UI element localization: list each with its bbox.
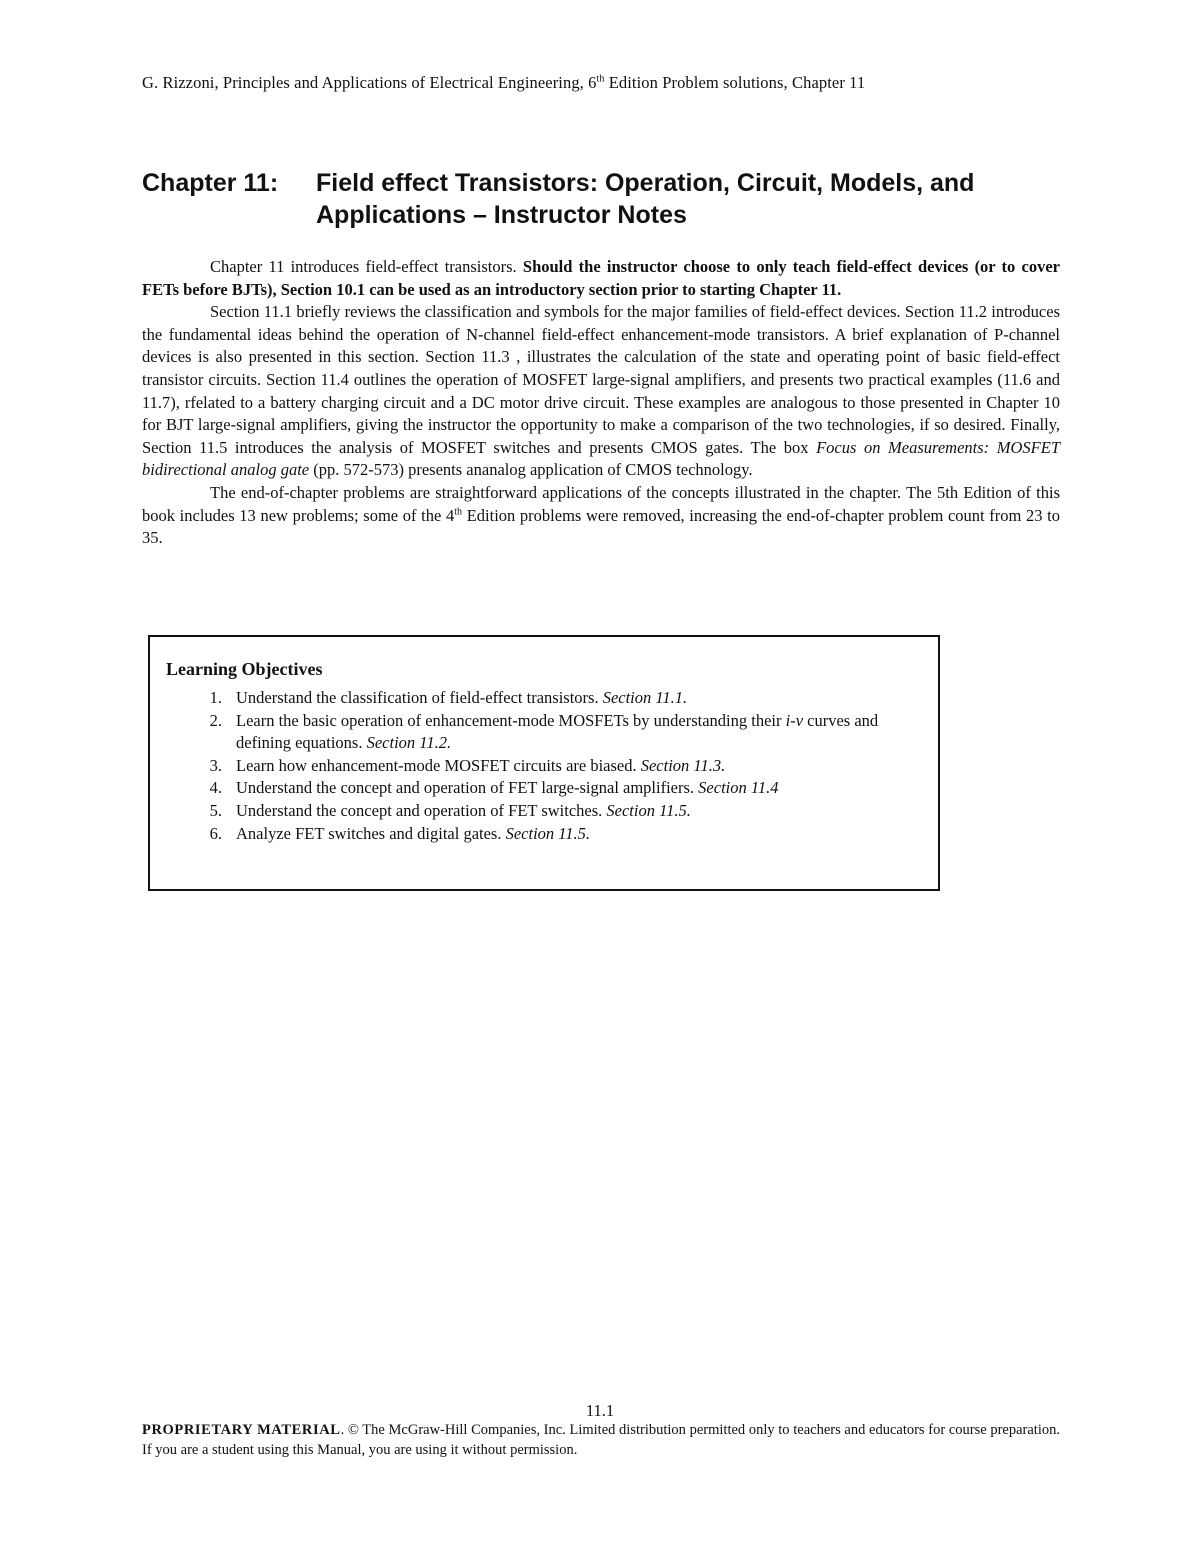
objective-text: Understand the concept and operation of FET large-signal amplifiers.: [236, 778, 699, 798]
chapter-title: [142, 167, 1082, 231]
instructor-notes-body: [142, 256, 1060, 550]
list-item: [166, 755, 926, 778]
list-item-number: 1.: [209, 688, 222, 707]
list-item: [166, 687, 926, 710]
list-item: [166, 777, 926, 800]
objective-text-cont: curves and defining equations.: [236, 710, 879, 753]
paragraph-sections-text: Section 11.1 briefly reviews the classification and symbols for the major families of field-effect devices. Section 11.2 introduces the fundamental ideas behind the operation of N-channel field-effect enhancement-mode transistors. A brief explanation of P-channel devices is also presented in this section. Section 11.3 , illustrates the calculation of the state and operating point of basic field-effect transistor circuits. Section 11.4 outlines the operation of MOSFET large-signal amplifiers, and presents two practical examples (11.6 and 11.7), rfelated to a battery charging circuit and a DC motor drive circuit. These examples are analogous to those presented in Chapter 10 for BJT large-signal amplifiers, giving the instructor the opportunity to make a comparison of the two technologies, if so desired. Finally, Section 11.5 introduces the analysis of MOSFET switches and presents CMOS gates. The box: [142, 302, 1060, 457]
footer-proprietary-label: PROPRIETARY MATERIAL: [142, 1422, 341, 1438]
objective-text: Learn how enhancement-mode MOSFET circuits are biased.: [236, 755, 641, 775]
paragraph-problems: [142, 482, 1060, 550]
list-item: [166, 823, 926, 846]
objective-section: Section 11.5.: [505, 823, 591, 843]
list-item-number: 2.: [209, 710, 222, 730]
list-item-text: [236, 800, 926, 823]
learning-objectives-list: [166, 687, 926, 845]
paragraph-sections: [142, 301, 1060, 482]
list-item: [166, 710, 926, 755]
page-number: 11.1: [585, 1401, 615, 1420]
objective-text: Understand the classification of field-effect transistors.: [236, 688, 603, 707]
objective-section: Section 11.1.: [602, 688, 688, 707]
list-item-number: 4.: [209, 778, 222, 798]
paragraph-problems-text: The end-of-chapter problems are straightforward applications of the concepts illustrated in the chapter. The 5th Edition of this book includes 13 new problems; some of the 4: [142, 482, 1060, 525]
list-item-text: [236, 755, 926, 778]
paragraph-sections-text-end: (pp. 572-573) presents ananalog application of CMOS technology.: [309, 460, 753, 480]
list-item: [166, 800, 926, 823]
proprietary-footer: [142, 1420, 1060, 1460]
running-header-sup: th: [596, 73, 605, 85]
running-header-text: G. Rizzoni, Principles and Applications of Electrical Engineering, 6: [142, 73, 597, 92]
footer-text: . © The McGraw-Hill Companies, Inc. Limited distribution permitted only to teachers and educators for course preparation. If you are a student using this Manual, you are using it without permission.: [142, 1422, 1060, 1458]
focus-box-title: Focus on Measurements: MOSFET bidirectional analog gate: [142, 437, 1060, 480]
running-header: [142, 73, 1062, 93]
chapter-label: Chapter 11:: [142, 169, 279, 197]
learning-objectives-box: [148, 635, 940, 891]
list-item-number: 3.: [209, 755, 222, 775]
list-item-number: 6.: [209, 823, 222, 843]
objective-section: Section 11.5.: [606, 800, 691, 820]
paragraph-problems-sup: th: [454, 506, 463, 518]
objective-italic-term: i-v: [785, 710, 804, 730]
objective-section: Section 11.2.: [366, 733, 452, 753]
objective-section: Section 11.3.: [640, 755, 726, 775]
objective-text: Learn the basic operation of enhancement-mode MOSFETs by understanding their: [236, 710, 786, 730]
paragraph-intro: [142, 256, 1060, 301]
list-item-text: [236, 777, 926, 800]
paragraph-intro-text: Chapter 11 introduces field-effect transistors.: [210, 257, 523, 276]
list-item-text: [236, 687, 926, 710]
paragraph-intro-bold: Should the instructor choose to only teach field-effect devices (or to cover FETs before BJTs), Section 10.1 can be used as an introductory section prior to starting Chapter 11.: [142, 257, 1060, 299]
chapter-title-line1: Field effect Transistors: Operation, Circuit, Models, and: [316, 169, 975, 197]
list-item-text: [236, 710, 926, 755]
paragraph-problems-text-end: Edition problems were removed, increasing the end-of-chapter problem count from 23 to 35.: [142, 505, 1060, 548]
objective-text: Analyze FET switches and digital gates.: [236, 823, 506, 843]
objective-text: Understand the concept and operation of FET switches.: [236, 800, 607, 820]
running-header-text-end: Edition Problem solutions, Chapter 11: [604, 73, 866, 92]
list-item-text: [236, 823, 926, 846]
learning-objectives-heading: Learning Objectives: [166, 659, 323, 679]
list-item-number: 5.: [209, 800, 222, 820]
chapter-title-line2: Applications – Instructor Notes: [316, 201, 687, 229]
objective-section: Section 11.4: [698, 778, 779, 798]
